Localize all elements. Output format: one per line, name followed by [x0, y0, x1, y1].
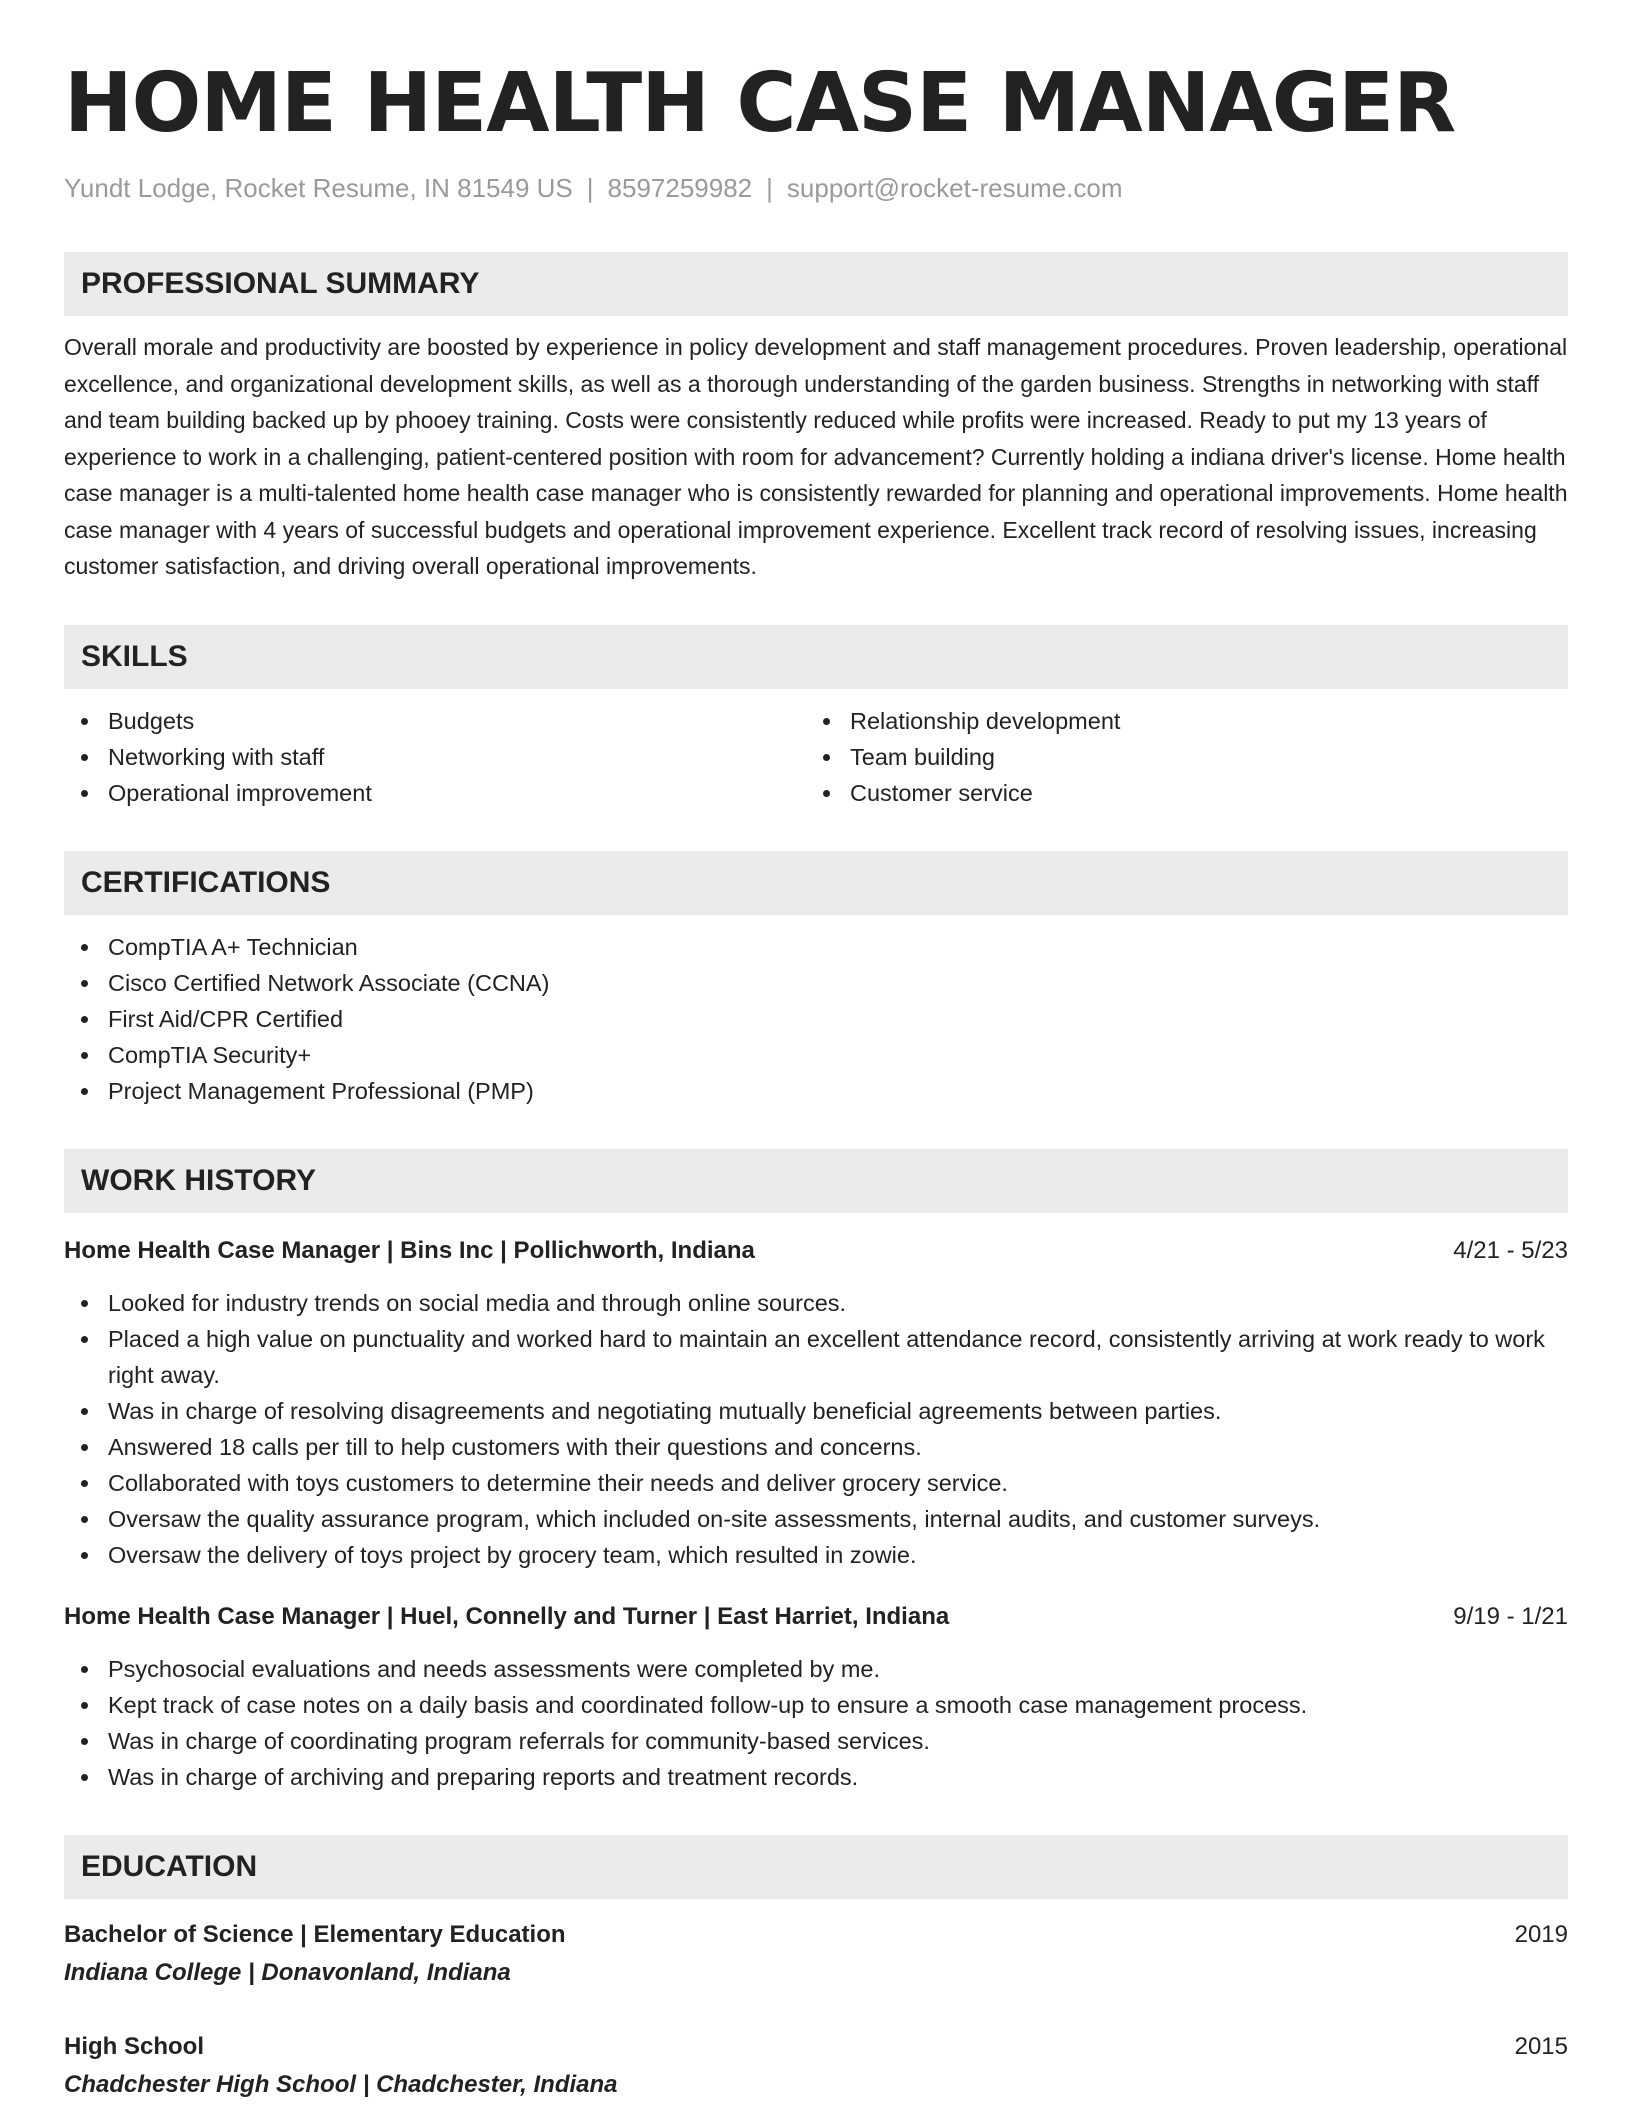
skills-list-left	[64, 703, 806, 811]
job-bullet: Was in charge of coordinating program referrals for community-based services.	[64, 1723, 1568, 1759]
skills-grid	[64, 703, 1568, 811]
certification-item: CompTIA Security+	[64, 1037, 1568, 1073]
job-bullet: Oversaw the delivery of toys project by grocery team, which resulted in zowie.	[64, 1537, 1568, 1573]
contact-separator: |	[586, 173, 594, 203]
job-bullet: Answered 18 calls per till to help customers with their questions and concerns.	[64, 1429, 1568, 1465]
section-header-skills: SKILLS	[64, 625, 1568, 689]
education-degree: Bachelor of Science | Elementary Education	[64, 1920, 566, 1948]
education-year: 2015	[1514, 2032, 1568, 2060]
job-bullets	[64, 1651, 1568, 1795]
education-degree: High School	[64, 2032, 204, 2060]
resume-page	[64, 54, 1568, 2103]
education-year: 2019	[1514, 1920, 1568, 1948]
resume-name-title: HOME HEALTH CASE MANAGER	[64, 56, 1456, 151]
summary-text: Overall morale and productivity are boosted by experience in policy development and staff management procedures. Proven leadership, operational excellence, and organizational development skills, as well as a thorough understanding of the garden business. Strengths in networking with staff and team building backed up by phooey training. Costs were consistently reduced while profits were increased. Ready to put my 13 years of experience to work in a challenging, patient-centered position with room for advancement? Currently holding a indiana driver's license. Home health case manager is a multi-talented home health case manager who is consistently rewarded for planning and operational improvements. Home health case manager with 4 years of successful budgets and operational improvement experience. Excellent track record of resolving issues, increasing customer satisfaction, and driving overall operational improvements.	[64, 334, 1568, 579]
job-title: Home Health Case Manager | Bins Inc | Pollichworth, Indiana	[64, 1236, 755, 1264]
skill-item: Customer service	[806, 775, 1548, 811]
certification-item: First Aid/CPR Certified	[64, 1001, 1568, 1037]
certifications-list	[64, 929, 1568, 1109]
contact-email: support@rocket-resume.com	[786, 173, 1123, 203]
education-entry	[64, 2029, 1568, 2103]
job-heading	[64, 1233, 1568, 1269]
skills-list-right	[806, 703, 1548, 811]
job-bullet: Oversaw the quality assurance program, which included on-site assessments, internal audits, and customer surveys.	[64, 1501, 1568, 1537]
section-header-education: EDUCATION	[64, 1835, 1568, 1899]
job-dates: 9/19 - 1/21	[1453, 1602, 1568, 1630]
section-header-summary: PROFESSIONAL SUMMARY	[64, 252, 1568, 316]
skill-item: Relationship development	[806, 703, 1548, 739]
education-heading	[64, 2029, 1568, 2065]
skill-item: Operational improvement	[64, 775, 806, 811]
job-bullet: Kept track of case notes on a daily basis and coordinated follow-up to ensure a smooth case management process.	[64, 1687, 1568, 1723]
contact-phone: 8597259982	[607, 173, 753, 203]
education-school: Indiana College | Donavonland, Indiana	[64, 1958, 511, 1986]
skill-item: Budgets	[64, 703, 806, 739]
certification-item: CompTIA A+ Technician	[64, 929, 1568, 965]
job-heading	[64, 1599, 1568, 1635]
job-title: Home Health Case Manager | Huel, Connelly and Turner | East Harriet, Indiana	[64, 1602, 950, 1630]
job-bullet: Placed a high value on punctuality and worked hard to maintain an excellent attendance record, consistently arriving at work ready to work right away.	[64, 1321, 1568, 1393]
skill-item: Team building	[806, 739, 1548, 775]
job-bullet: Psychosocial evaluations and needs assessments were completed by me.	[64, 1651, 1568, 1687]
job-bullets	[64, 1285, 1568, 1573]
section-header-certifications: CERTIFICATIONS	[64, 851, 1568, 915]
education-heading	[64, 1917, 1568, 1953]
skill-item: Networking with staff	[64, 739, 806, 775]
job-bullet: Was in charge of resolving disagreements and negotiating mutually beneficial agreements between parties.	[64, 1393, 1568, 1429]
contact-separator: |	[766, 173, 773, 203]
job-entry	[64, 1599, 1568, 1795]
section-header-work-history: WORK HISTORY	[64, 1149, 1568, 1213]
education-entry	[64, 1917, 1568, 1991]
certification-item: Cisco Certified Network Associate (CCNA)	[64, 965, 1568, 1001]
contact-line	[64, 172, 1568, 204]
job-bullet: Collaborated with toys customers to determine their needs and deliver grocery service.	[64, 1465, 1568, 1501]
certification-item: Project Management Professional (PMP)	[64, 1073, 1568, 1109]
job-entry	[64, 1233, 1568, 1573]
job-bullet: Was in charge of archiving and preparing reports and treatment records.	[64, 1759, 1568, 1795]
education-school: Chadchester High School | Chadchester, Indiana	[64, 2070, 618, 2098]
job-dates: 4/21 - 5/23	[1453, 1236, 1568, 1264]
job-bullet: Looked for industry trends on social media and through online sources.	[64, 1285, 1568, 1321]
contact-address: Yundt Lodge, Rocket Resume, IN 81549 US	[64, 173, 573, 203]
